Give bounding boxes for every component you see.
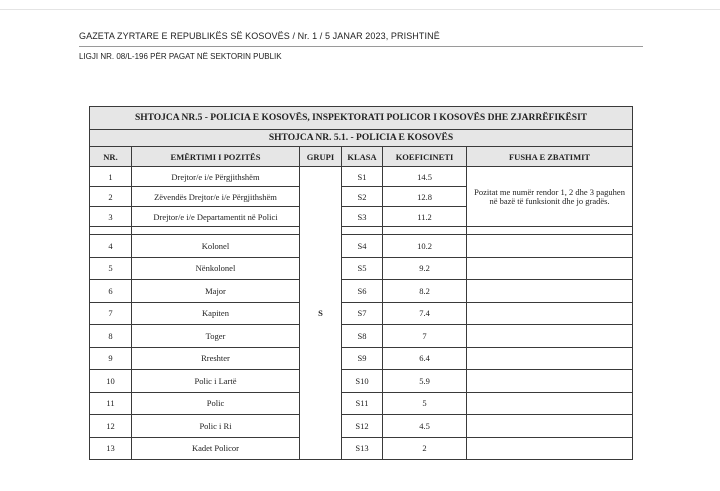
table-row	[90, 302, 633, 325]
cell-class: S5	[342, 257, 383, 280]
table-title: SHTOJCA NR.5 - POLICIA E KOSOVËS, INSPEKTORATI POLICOR I KOSOVËS DHE ZJARRËFIKËSIT	[90, 107, 633, 130]
cell-coefficient: 9.2	[383, 257, 467, 280]
cell-position: Polic i Lartë	[132, 370, 300, 393]
cell-coefficient: 8.2	[383, 280, 467, 303]
cell-nr: 4	[90, 235, 132, 258]
cell-position: Zëvendës Drejtor/e i/e Përgjithshëm	[132, 187, 300, 207]
cell-coefficient: 14.5	[383, 167, 467, 187]
cell-coefficient: 5.9	[383, 370, 467, 393]
cell-nr: 7	[90, 302, 132, 325]
cell-nr: 2	[90, 187, 132, 207]
cell-class: S10	[342, 370, 383, 393]
salary-table	[89, 106, 633, 460]
cell-position: Nënkolonel	[132, 257, 300, 280]
cell-nr: 8	[90, 325, 132, 348]
table-row	[90, 437, 633, 460]
table-title-row	[90, 107, 633, 130]
cell-empty	[132, 227, 300, 235]
cell-class: S1	[342, 167, 383, 187]
cell-scope	[467, 257, 633, 280]
table-row	[90, 257, 633, 280]
cell-nr: 11	[90, 392, 132, 415]
cell-scope	[467, 437, 633, 460]
cell-position: Kadet Policor	[132, 437, 300, 460]
table-row	[90, 280, 633, 303]
cell-coefficient: 5	[383, 392, 467, 415]
cell-empty	[90, 227, 132, 235]
cell-position: Drejtor/e i/e Përgjithshëm	[132, 167, 300, 187]
header-rule	[79, 46, 643, 47]
cell-scope-note: Pozitat me numër rendor 1, 2 dhe 3 paguhen në bazë të funksionit dhe jo gradës.	[467, 167, 633, 227]
cell-coefficient: 10.2	[383, 235, 467, 258]
cell-class: S13	[342, 437, 383, 460]
table-row	[90, 325, 633, 348]
cell-nr: 13	[90, 437, 132, 460]
cell-class: S7	[342, 302, 383, 325]
cell-class: S11	[342, 392, 383, 415]
cell-position: Drejtor/e i/e Departamentit në Polici	[132, 207, 300, 227]
col-header-scope: FUSHA E ZBATIMIT	[467, 147, 633, 167]
cell-position: Kapiten	[132, 302, 300, 325]
cell-position: Major	[132, 280, 300, 303]
cell-class: S6	[342, 280, 383, 303]
cell-nr: 10	[90, 370, 132, 393]
column-header-row	[90, 147, 633, 167]
cell-scope	[467, 302, 633, 325]
table-row	[90, 392, 633, 415]
cell-scope	[467, 392, 633, 415]
cell-position: Polic i Ri	[132, 415, 300, 438]
table-row	[90, 167, 633, 187]
cell-coefficient: 7.4	[383, 302, 467, 325]
cell-scope	[467, 347, 633, 370]
col-header-position: EMËRTIMI I POZITËS	[132, 147, 300, 167]
cell-class: S4	[342, 235, 383, 258]
cell-nr: 1	[90, 167, 132, 187]
table-row	[90, 370, 633, 393]
cell-nr: 5	[90, 257, 132, 280]
cell-class: S12	[342, 415, 383, 438]
table-row	[90, 235, 633, 258]
cell-scope	[467, 325, 633, 348]
cell-empty	[467, 227, 633, 235]
cell-position: Toger	[132, 325, 300, 348]
cell-scope	[467, 370, 633, 393]
top-divider	[0, 9, 720, 10]
cell-coefficient: 6.4	[383, 347, 467, 370]
cell-scope	[467, 415, 633, 438]
cell-empty	[342, 227, 383, 235]
cell-class: S8	[342, 325, 383, 348]
cell-coefficient: 2	[383, 437, 467, 460]
col-header-group: GRUPI	[300, 147, 342, 167]
cell-nr: 3	[90, 207, 132, 227]
col-header-coefficient: KOEFICINETI	[383, 147, 467, 167]
table-row	[90, 347, 633, 370]
separator-row	[90, 227, 633, 235]
cell-nr: 12	[90, 415, 132, 438]
cell-nr: 9	[90, 347, 132, 370]
law-title: LIGJI NR. 08/L-196 PËR PAGAT NË SEKTORIN PUBLIK	[79, 52, 282, 61]
cell-empty	[383, 227, 467, 235]
cell-class: S9	[342, 347, 383, 370]
cell-coefficient: 12.8	[383, 187, 467, 207]
cell-group: S	[300, 167, 342, 460]
table-subtitle-row	[90, 130, 633, 147]
table-row	[90, 415, 633, 438]
cell-nr: 6	[90, 280, 132, 303]
cell-coefficient: 4.5	[383, 415, 467, 438]
cell-scope	[467, 280, 633, 303]
col-header-class: KLASA	[342, 147, 383, 167]
table-subtitle: SHTOJCA NR. 5.1. - POLICIA E KOSOVËS	[90, 130, 633, 147]
cell-position: Rreshter	[132, 347, 300, 370]
cell-class: S3	[342, 207, 383, 227]
cell-coefficient: 7	[383, 325, 467, 348]
cell-position: Kolonel	[132, 235, 300, 258]
cell-position: Polic	[132, 392, 300, 415]
gazette-header: GAZETA ZYRTARE E REPUBLIKËS SË KOSOVËS / Nr. 1 / 5 JANAR 2023, PRISHTINË	[79, 31, 440, 41]
cell-coefficient: 11.2	[383, 207, 467, 227]
col-header-nr: NR.	[90, 147, 132, 167]
cell-class: S2	[342, 187, 383, 207]
cell-scope	[467, 235, 633, 258]
